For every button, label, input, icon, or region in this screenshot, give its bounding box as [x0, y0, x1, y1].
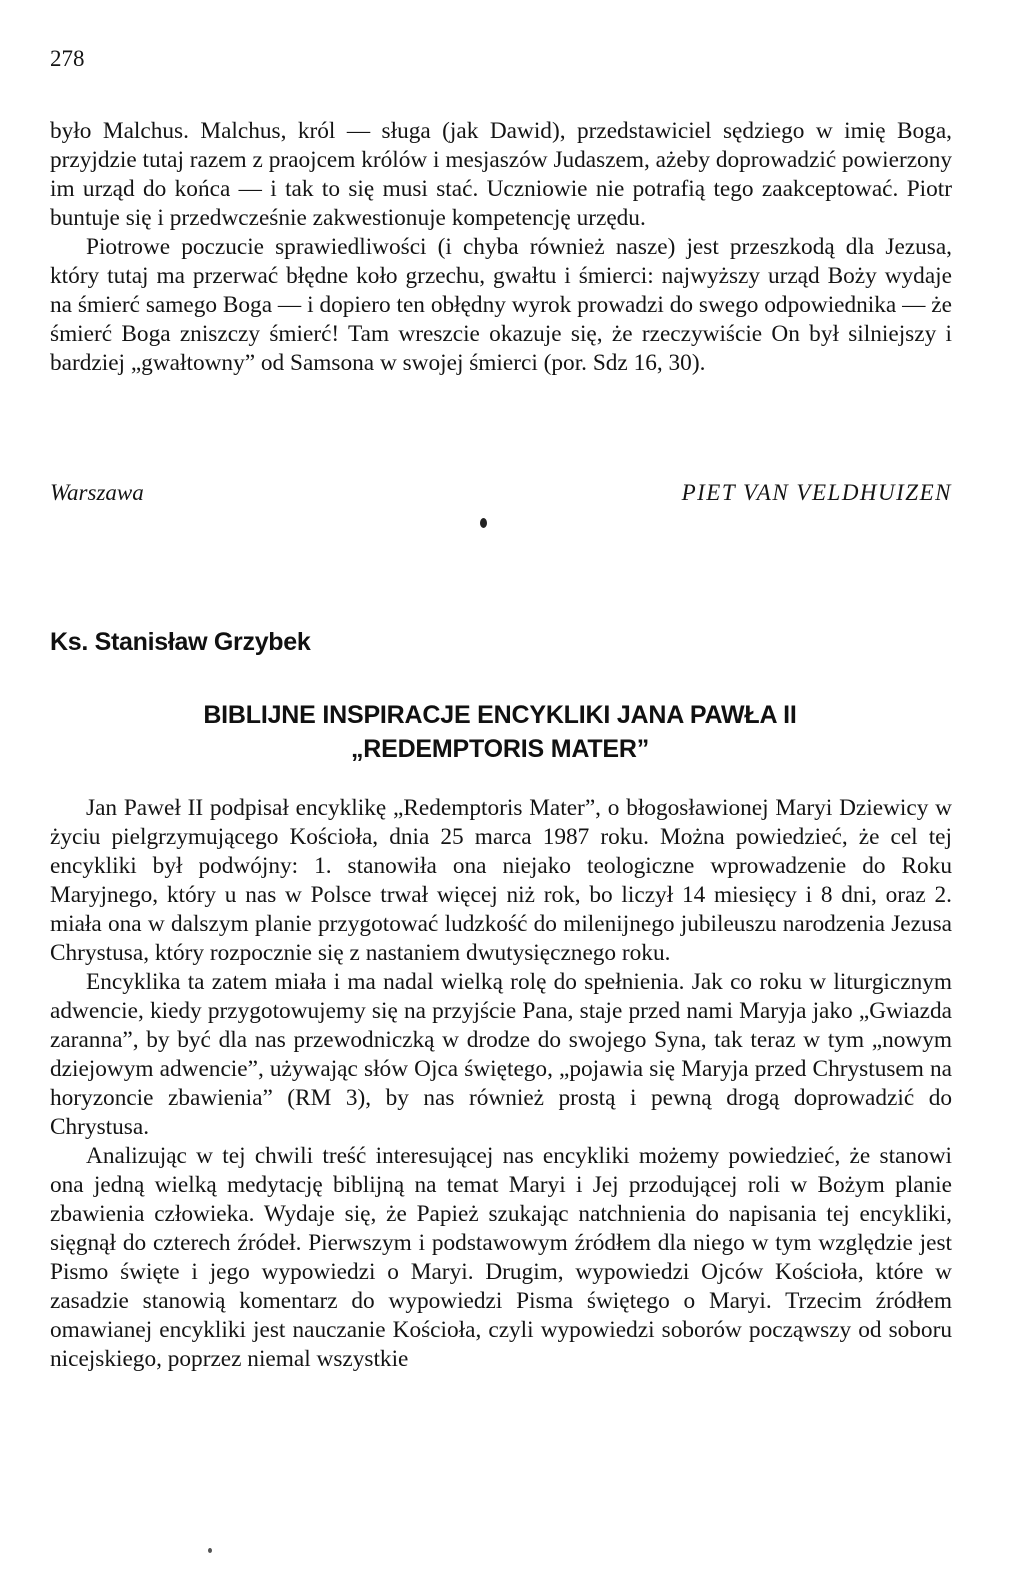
article-title — [0, 698, 1000, 766]
article-author: Ks. Stanisław Grzybek — [50, 628, 311, 656]
previous-article-text — [50, 117, 952, 378]
page-number: 278 — [50, 46, 85, 71]
paragraph: Encyklika ta zatem miała i ma nadal wielką rolę do spełnienia. Jak co roku w liturgicznym adwencie, kiedy przygotowujemy się na przyjście Pana, staje przed nami Maryja jako „Gwiazda zaranna”, by być dla nas przewodniczką w drodze do swojego Syna, tak teraz w tym „nowym dziejowym adwencie”, używając słów Ojca świętego, „pojawia się Maryja przed Chrystusem na horyzoncie zbawienia” (RM 3), by nas również prostą i pewną drogą doprowadzić do Chrystusa. — [50, 969, 952, 1140]
place-name: Warszawa — [50, 480, 144, 505]
title-line: BIBLIJNE INSPIRACJE ENCYKLIKI JANA PAWŁA II — [203, 701, 797, 729]
paragraph: było Malchus. Malchus, król — sługa (jak Dawid), przedstawiciel sędziego w imię Boga, przyjdzie tutaj razem z praojcem królów i mesjaszów Judaszem, ażeby doprowadzić powierzony im urząd do końca — i tak to się musi stać. Uczniowie nie potrafią tego zaakceptować. Piotr buntuje się i przedwcześnie zakwestionuje kompetencję urzędu. — [50, 118, 952, 231]
author-signature: PIET VAN VELDHUIZEN — [681, 480, 952, 505]
paragraph: Piotrowe poczucie sprawiedliwości (i chyba również nasze) jest przeszkodą dla Jezusa, który tutaj ma przerwać błędne koło grzechu, gwałtu i śmierci: najwyższy urząd Boży wydaje na śmierć samego Boga — i dopiero ten obłędny wyrok prowadzi do swego odpowiednika — że śmierć Boga zniszczy śmierć! Tam wreszcie okazuje się, że rzeczywiście On był silniejszy i bardziej „gwałtowny” od Samsona w swojej śmierci (por. Sdz 16, 30). — [50, 234, 952, 376]
ink-mark — [480, 518, 487, 528]
paragraph: Jan Paweł II podpisał encyklikę „Redemptoris Mater”, o błogosławionej Maryi Dziewicy w życiu pielgrzymującego Kościoła, dnia 25 marca 1987 roku. Można powiedzieć, że cel tej encykliki był podwójny: 1. stanowiła ona niejako teologiczne wprowadzenie do Roku Maryjnego, który u nas w Polsce trwał więcej niż rok, bo liczył 14 miesięcy i 8 dni, oraz 2. miała ona w dalszym planie przygotować ludzkość do milenijnego jubileuszu narodzenia Jezusa Chrystusa, który rozpocznie się z nastaniem dwutysięcznego roku. — [50, 795, 952, 966]
title-line: „REDEMPTORIS MATER” — [350, 735, 650, 763]
ink-mark — [208, 1548, 212, 1553]
article-body — [50, 794, 952, 1374]
paragraph: Analizując w tej chwili treść interesującej nas encykliki możemy powiedzieć, że stanowi ona jedną wielką medytację biblijną na temat Maryi i Jej przodującej roli w Bożym planie zbawienia człowieka. Wydaje się, że Papież szukając natchnienia do napisania tej encykliki, sięgnął do czterech źródeł. Pierwszym i podstawowym źródłem dla niego w tym względzie jest Pismo święte i jego wypowiedzi o Maryi. Drugim, wypowiedzi Ojców Kościoła, które w zasadzie stanowią komentarz do wypowiedzi Pisma świętego o Maryi. Trzecim źródłem omawianej encykliki jest nauczanie Kościoła, czyli wypowiedzi soborów począwszy od soboru nicejskiego, poprzez niemal wszystkie — [50, 1143, 952, 1372]
signature-row — [50, 480, 952, 506]
